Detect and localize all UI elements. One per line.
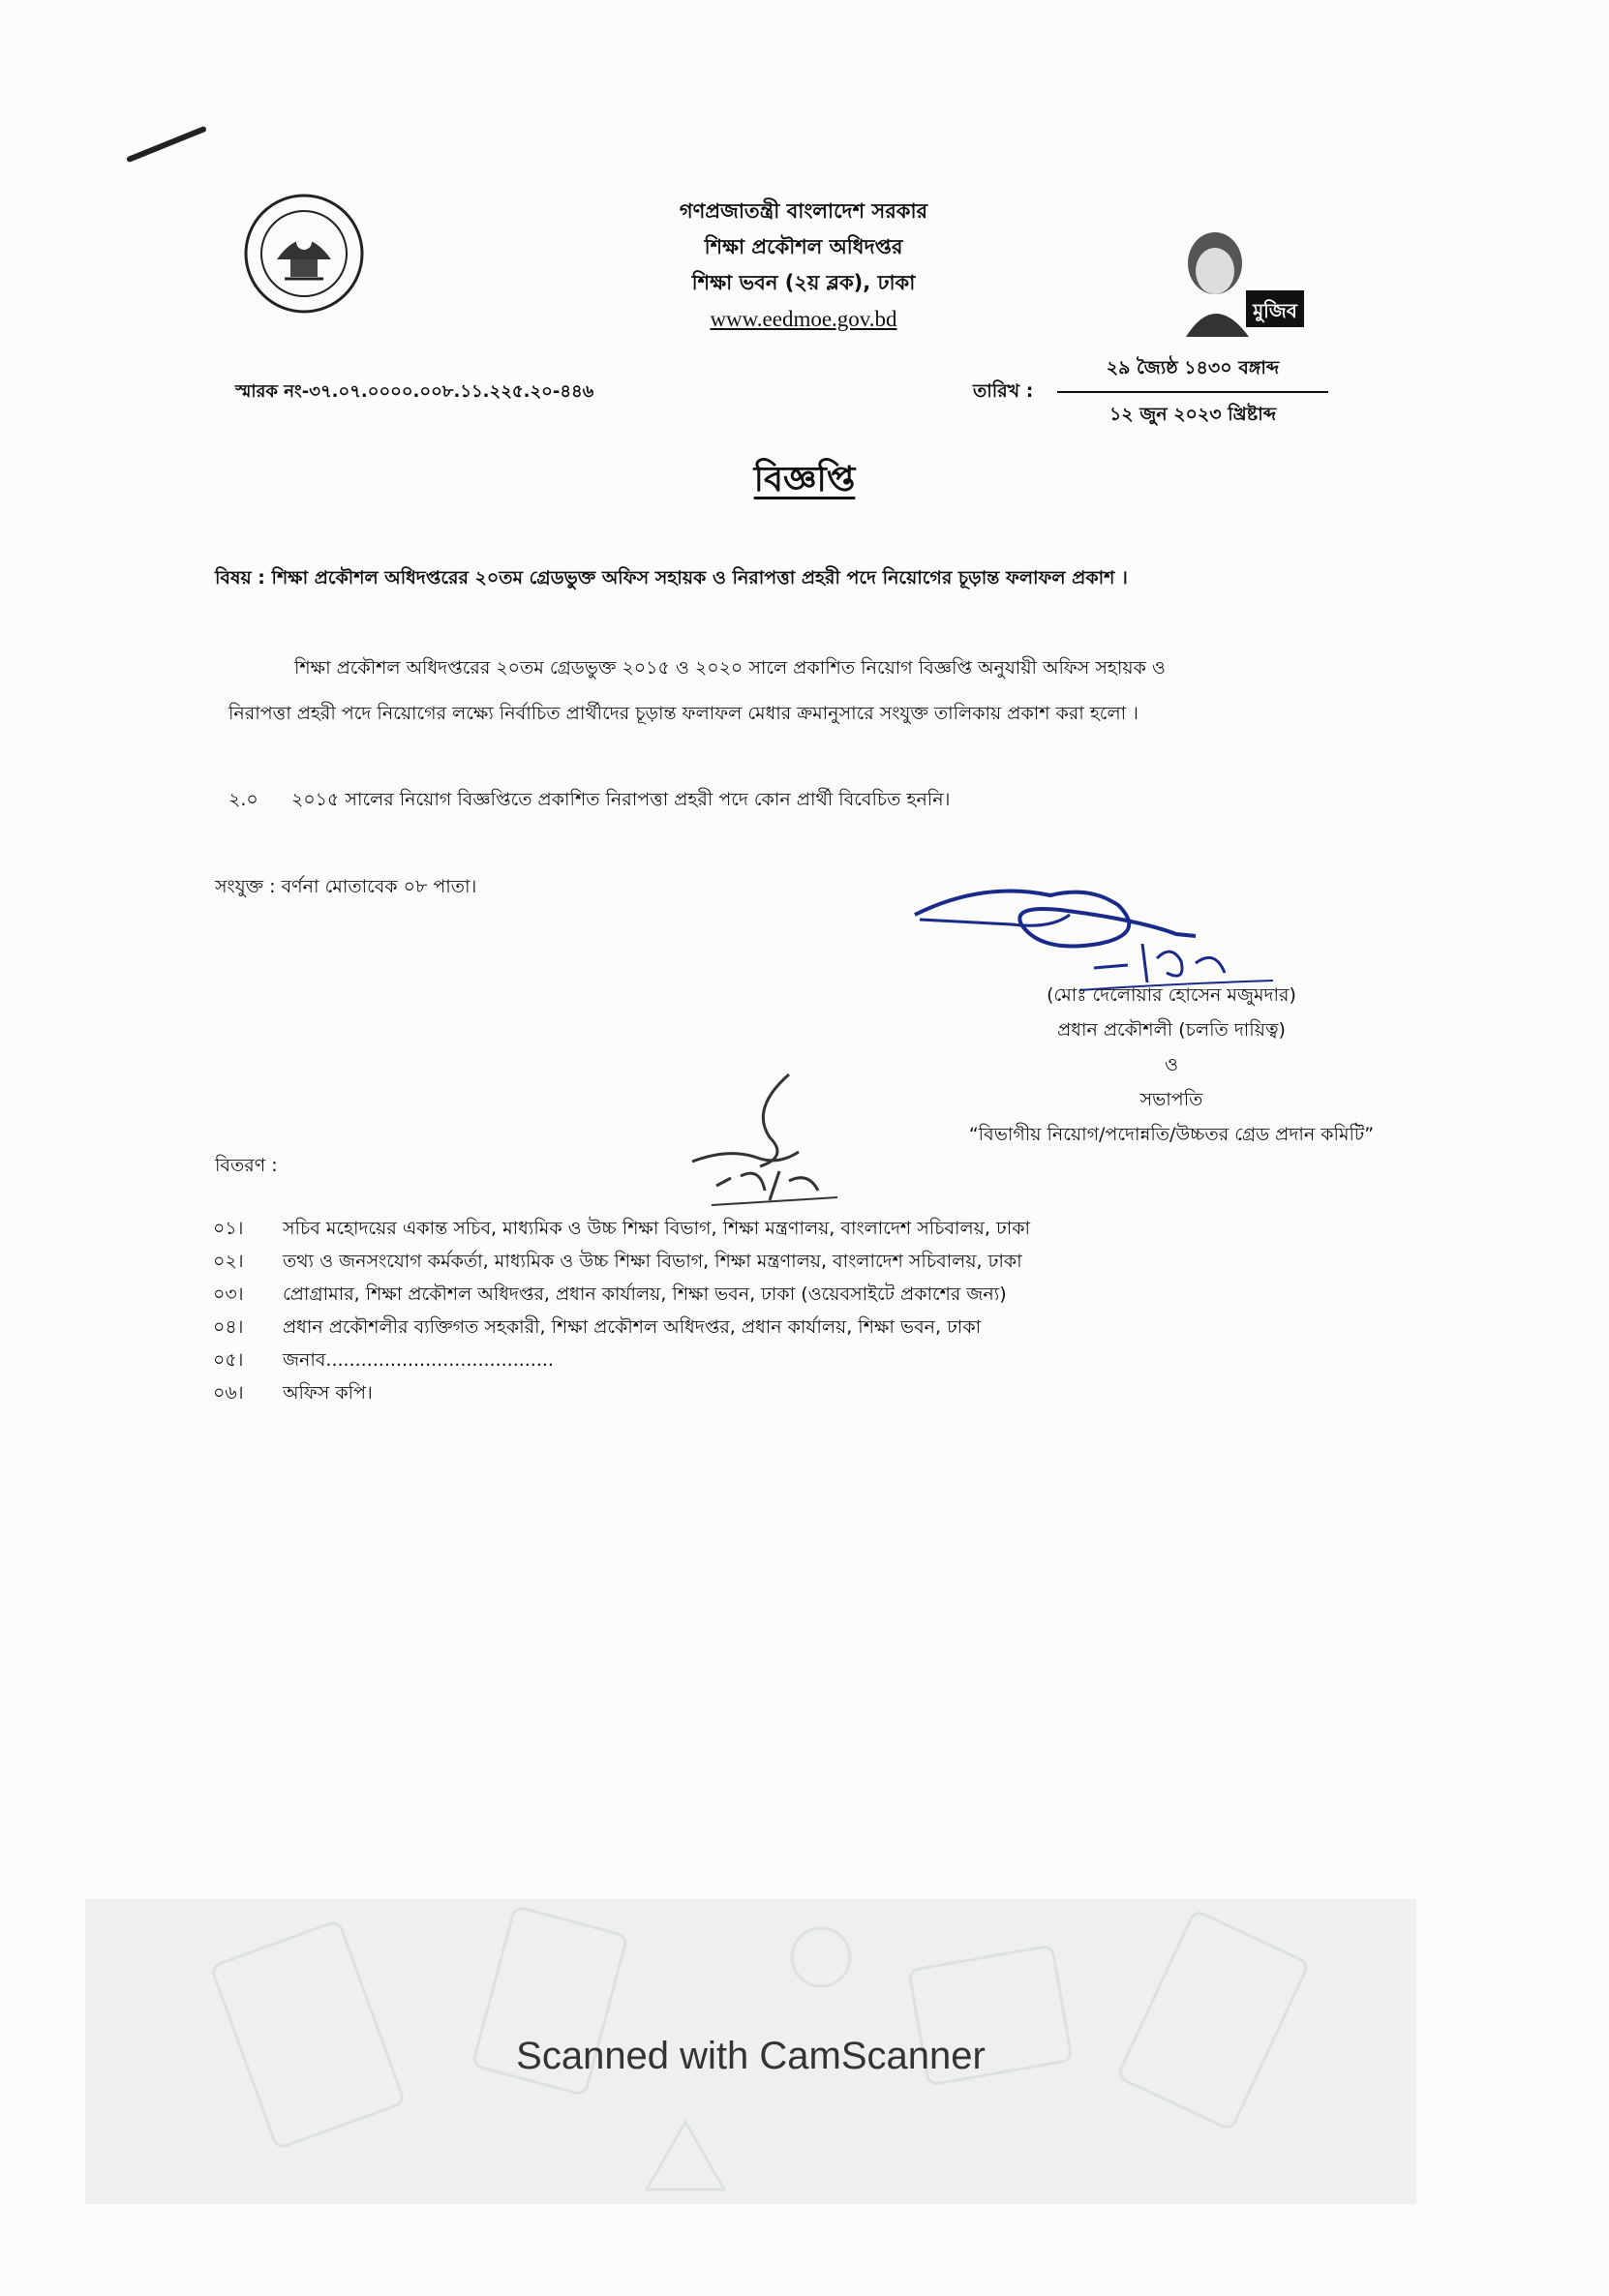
signatory-designation: প্রধান প্রকৌশলী (চলতি দায়িত্ব) xyxy=(1057,1019,1286,1041)
date-label: তারিখ : xyxy=(973,380,1034,402)
distribution-item-text: অফিস কপি। xyxy=(283,1382,373,1404)
portrait-caption: মুজিব xyxy=(1253,299,1297,322)
distribution-item-number: ০৫। xyxy=(213,1349,244,1371)
point-2-number: ২.০ xyxy=(228,789,258,810)
date-bangla: ২৯ জ্যৈষ্ঠ ১৪৩০ বঙ্গাব্দ xyxy=(1106,357,1280,378)
distribution-item xyxy=(213,1212,1030,1245)
distribution-item-text: প্রোগ্রামার, শিক্ষা প্রকৌশল অধিদপ্তর, প্রধান কার্যালয়, শিক্ষা ভবন, ঢাকা (ওয়েবসাইটে প্রকাশের জন্য) xyxy=(283,1284,1007,1305)
distribution-item-text: প্রধান প্রকৌশলীর ব্যক্তিগত সহকারী, শিক্ষা প্রকৌশল অধিদপ্তর, প্রধান কার্যালয়, শিক্ষা ভবন, ঢাকা xyxy=(283,1316,982,1338)
date-divider xyxy=(1057,391,1328,393)
paragraph-line-2: নিরাপত্তা প্রহরী পদে নিয়োগের লক্ষ্যে নির্বাচিত প্রার্থীদের চূড়ান্ত ফলাফল মেধার ক্রমানুসারে সংযুক্ত তালিকায় প্রকাশ করা হলো । xyxy=(228,703,1138,724)
distribution-item xyxy=(213,1344,1030,1376)
distribution-item xyxy=(213,1245,1030,1278)
distribution-list xyxy=(213,1212,1030,1409)
initial-signature xyxy=(673,1070,857,1210)
distribution-item-text: জনাব....................................... xyxy=(283,1349,554,1371)
distribution-item-number: ০৬। xyxy=(213,1382,244,1404)
department-seal-logo xyxy=(242,192,366,316)
header-line-department: শিক্ষা প্রকৌশল অধিদপ্তর xyxy=(704,235,903,258)
notice-title xyxy=(0,453,1609,511)
point-2-text: ২০১৫ সালের নিয়োগ বিজ্ঞপ্তিতে প্রকাশিত নিরাপত্তা প্রহরী পদে কোন প্রার্থী বিবেচিত হননি। xyxy=(291,789,951,810)
memo-number: স্মারক নং-৩৭.০৭.০০০০.০০৮.১১.২২৫.২০-৪৪৬ xyxy=(235,381,594,402)
signatory-name: (মোঃ দেলোয়ার হোসেন মজুমদার) xyxy=(1047,984,1296,1006)
signatory-block xyxy=(745,978,1597,1152)
signatory-committee: “বিভাগীয় নিয়োগ/পদোন্নতি/উচ্চতর গ্রেড প্রদান কমিটি” xyxy=(968,1124,1375,1145)
document-header xyxy=(542,194,1065,337)
notice-title-text: বিজ্ঞপ্তি xyxy=(753,460,856,499)
paragraph-line-1: শিক্ষা প্রকৌশল অধিদপ্তরের ২০তম গ্রেডভুক্ত ২০১৫ ও ২০২০ সালে প্রকাশিত নিয়োগ বিজ্ঞপ্তি অনুযায়ী অফিস সহায়ক ও xyxy=(294,657,1166,679)
date-english: ১২ জুন ২০২৩ খ্রিষ্টাব্দ xyxy=(1108,404,1277,425)
distribution-item-number: ০২। xyxy=(213,1251,244,1272)
distribution-item xyxy=(213,1278,1030,1311)
header-website-link[interactable]: www.eedmoe.gov.bd xyxy=(710,307,897,331)
body-paragraph xyxy=(228,646,1332,737)
header-line-government: গণপ্রজাতন্ত্রী বাংলাদেশ সরকার xyxy=(679,199,928,223)
distribution-item xyxy=(213,1311,1030,1344)
distribution-item-number: ০৪। xyxy=(213,1316,244,1338)
distribution-item xyxy=(213,1376,1030,1409)
distribution-label: বিতরণ : xyxy=(215,1155,278,1176)
pen-scratch-mark xyxy=(126,126,207,164)
subject-line: বিষয় : শিক্ষা প্রকৌশল অধিদপ্তরের ২০তম গ্রেডভুক্ত অফিস সহায়ক ও নিরাপত্তা প্রহরী পদে নিয়োগের চূড়ান্ত ফলাফল প্রকাশ । xyxy=(215,567,1128,589)
distribution-item-text: তথ্য ও জনসংযোগ কর্মকর্তা, মাধ্যমিক ও উচ্চ শিক্ষা বিভাগ, শিক্ষা মন্ত্রণালয়, বাংলাদেশ সচিবালয়, ঢাকা xyxy=(283,1251,1022,1272)
signatory-role: সভাপতি xyxy=(1139,1089,1203,1110)
header-line-address: শিক্ষা ভবন (২য় ব্লক), ঢাকা xyxy=(691,271,916,294)
camscanner-watermark xyxy=(85,1899,1416,2204)
attachment-note: সংযুক্ত : বর্ণনা মোতাবেক ০৮ পাতা। xyxy=(215,876,477,897)
distribution-item-text: সচিব মহোদয়ের একান্ত সচিব, মাধ্যমিক ও উচ্চ শিক্ষা বিভাগ, শিক্ষা মন্ত্রণালয়, বাংলাদেশ সচিবালয়, ঢাকা xyxy=(283,1218,1031,1239)
camscanner-text: Scanned with CamScanner xyxy=(516,2035,986,2077)
signatory-conjunction: ও xyxy=(1165,1054,1178,1075)
mujib-portrait-emblem xyxy=(1157,223,1312,339)
distribution-item-number: ০৩। xyxy=(213,1284,244,1305)
point-2 xyxy=(228,786,1332,817)
distribution-item-number: ০১। xyxy=(213,1218,244,1239)
date-block xyxy=(1057,354,1328,432)
